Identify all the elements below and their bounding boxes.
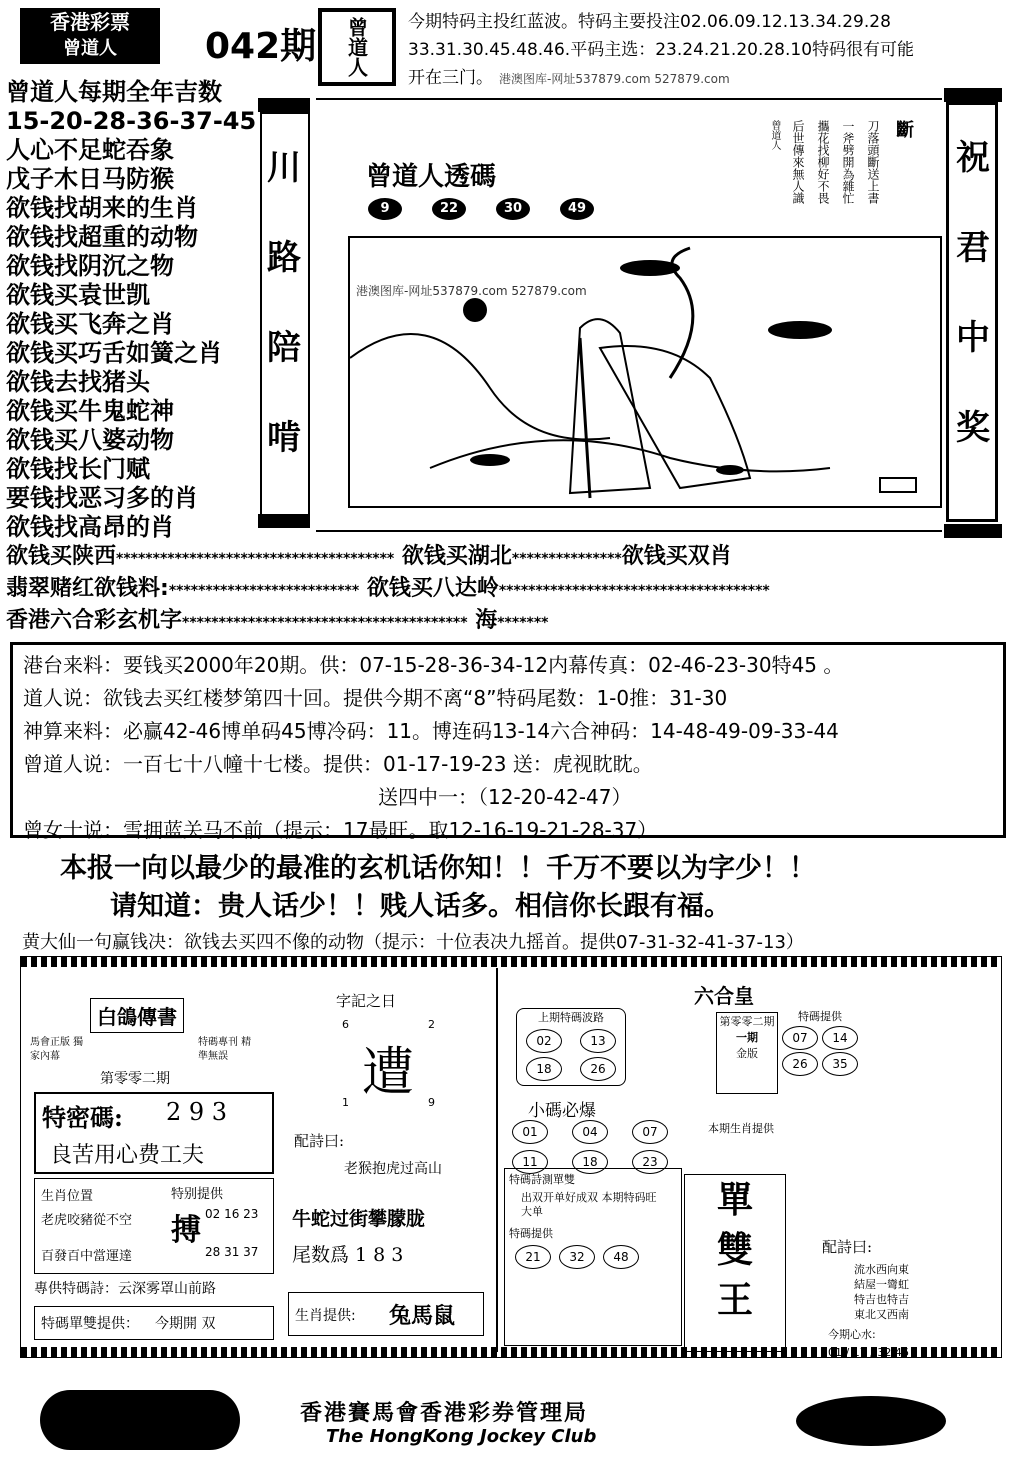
info-line: 送四中一：（12-20-42-47） [378,785,632,809]
bm-big-char: 遭 [362,1043,415,1103]
intro-line2: 33.31.30.45.48.46.平码主选：23.24.21.20.28.10特码很有可能 [408,40,915,60]
pos-box [34,1178,274,1274]
mid-stars: ************************************** [116,551,395,567]
tema-value: 2 9 3 [166,1098,228,1126]
mid-stars: ******* [497,615,549,631]
mid-text: 翡翠赌红欲钱料: [6,576,169,601]
small-num: 18 [572,1150,608,1174]
logo-line1: 香港彩票 [50,10,130,34]
top-logo [20,8,160,64]
scroll-left [258,98,310,528]
jinqi: 今期心水: [828,1328,876,1341]
small-num: 07 [632,1120,668,1144]
slogan-1: 本报一向以最少的最准的玄机话你知！！千万不要以为字少！！ [60,853,816,884]
issue-number: 042期 [205,26,317,67]
pos-text: 老虎咬豬從不空 [41,1213,133,1228]
poem-title: 斷 [893,120,914,138]
bm-title: 字記之日 [336,992,397,1010]
wave-num: 26 [580,1057,616,1081]
small-num: 04 [572,1120,608,1144]
bm-poem-label: 配詩曰: [294,1132,345,1150]
bl-side-left: 馬會正版 獨家內幕 [30,1037,84,1062]
zodiac-value: 兔馬鼠 [389,1303,456,1329]
intro-text [408,8,1008,93]
peishi-label: 配詩曰: [822,1238,873,1256]
scroll-char: 川 [267,148,301,188]
peishi-line: 東北又西南 [854,1308,909,1321]
scroll-char: 君 [956,228,990,268]
left-line: 欲钱买八婆动物 [6,426,174,454]
painting-title: 曾道人透碼 [366,162,497,192]
left-column [6,78,256,542]
scroll-char: 中 [956,318,990,358]
mid-text: 欲钱买湖北 [401,544,512,569]
mid-stars: *************** [511,551,622,567]
painting-watermark: 港澳图库-网址537879.com 527879.com [356,284,587,298]
tema2-num: 21 [515,1245,551,1269]
dan-label: 特碼單雙提供： [41,1316,139,1332]
mid-text: 欲钱买双肖 [621,544,732,569]
pos-label: 生肖位置 [41,1189,94,1204]
left-line: 欲钱买巧舌如簧之肖 [6,339,222,367]
scroll-right [944,88,1002,538]
lucky-numbers: 15-20-28-36-37-45 [6,107,257,135]
bl-period: 第零零二期 [100,1071,170,1087]
small-num: 01 [512,1120,548,1144]
poem-col: 攜花找柳好不畏 [816,120,830,204]
ball: 49 [560,198,594,220]
tema-phrase: 良苦用心费工夫 [50,1143,205,1168]
hundred: 百發百中當運達 [41,1249,133,1264]
peishi-box [794,1170,994,1359]
ball: 9 [368,198,402,220]
special-nums: 02 16 23 [205,1207,259,1221]
br-tema-title: 特碼提供 [798,1010,842,1023]
bm-poem: 老猴抱虎过高山 [344,1161,442,1177]
bl-side-right: 特碼專刊 精準無誤 [198,1037,252,1062]
poem-col: 一斧劈開為雜忙 [841,120,855,204]
tema-num: 35 [822,1052,858,1076]
ball: 22 [432,198,466,220]
mid-lines [6,542,1006,638]
seal [318,8,396,86]
shi-title: 特碼詩測單雙 [509,1173,575,1186]
mid-stars: ************************************* [498,583,770,599]
peishi-line: 結屋一彎虹 [854,1278,909,1291]
br-golden: 金版 [736,1047,758,1060]
zodiac-box [288,1292,484,1336]
peishi-line: 流水西向東 [854,1263,909,1276]
mid-line-1 [6,542,1006,574]
br-period2: 一期 [736,1031,758,1044]
painting-area [316,98,942,532]
poem-col: 刀落頭斷送上書 [866,120,880,204]
left-line: 欲钱买飞奔之肖 [6,310,174,338]
dan-box [34,1306,274,1340]
intro-line1: 今期特码主投红蓝波。特码主要投注02.06.09.12.13.34.29.28 [408,12,891,32]
footer-right-logo [796,1396,946,1446]
mid-text: 香港六合彩玄机字 [6,608,183,633]
huang-line: 黄大仙一句赢钱决：欲钱去买四不像的动物（提示：十位表决九摇首。提供07-31-32-41-37-13） [22,932,804,953]
bm-n1: 1 [342,1096,349,1109]
dsw-box [684,1174,786,1352]
small-nums [512,1120,712,1174]
left-line: 欲钱找阴沉之物 [6,252,174,280]
bm-tail: 尾数爲 1 8 3 [292,1244,404,1266]
seal-text: 曾道人 [344,17,369,77]
ball: 30 [496,198,530,220]
logo-line2: 曾道人 [63,38,117,59]
tema-num: 26 [782,1052,818,1076]
left-line: 欲钱找长门赋 [6,455,150,483]
scroll-char: 陪 [267,328,301,368]
special-nums: 28 31 37 [205,1245,259,1259]
slogan-2: 请知道：贵人话少！！贱人话多。相信你长跟有福。 [110,891,731,922]
scroll-char: 路 [267,238,301,278]
scroll-char: 祝 [956,138,990,178]
footer-en: The HongKong Jockey Club [326,1426,597,1447]
painting-frame [348,236,942,508]
mid-text: 海 [475,608,498,633]
br-brand: 六合皇 [694,984,754,1008]
mid-line-3 [6,606,1006,638]
info-line: 曾道人说：一百七十八幢十七楼。提供：01-17-19-23 送：虎视眈眈。 [23,752,653,776]
small-num: 11 [512,1150,548,1174]
painting-balls [368,198,628,220]
special-char: 搏 [171,1213,201,1248]
poem-col: 后世傳來無人識 [791,120,805,204]
left-line: 人心不足蛇吞象 [6,136,174,164]
scroll-char: 啃 [267,418,301,458]
dsw-char: 單 [716,1179,753,1221]
bl-title: 白鴿傳書 [90,998,184,1033]
intro-line3: 开在三门。 [408,68,493,88]
info-line: 曾女士说：雪拥蓝关马不前（提示：17最旺。取12-16-19-21-28-37） [23,818,658,842]
left-line: 欲钱找胡来的生肖 [6,194,198,222]
left-line: 欲钱买牛鬼蛇神 [6,397,174,425]
shi-text: 出双开单好成双 本期特码旺大单 [521,1191,657,1218]
bl-poem: 專供特碼詩：云深雾罩山前路 [34,1281,216,1297]
left-line: 欲钱去找猪头 [6,368,150,396]
tema2-num: 48 [603,1245,639,1269]
footer-left-logo [40,1390,240,1450]
peishi-line: 特吉也特吉 [854,1293,909,1306]
dan-value: 今期開 双 [155,1316,216,1332]
br-tema-box [780,1008,860,1088]
wave-box [516,1008,626,1086]
left-title: 曾道人每期全年吉数 [6,78,222,106]
footer-cn: 香港賽馬會香港彩券管理局 [300,1400,589,1426]
left-line: 戊子木日马防猴 [6,165,174,193]
sage-illustration [350,238,940,506]
br-period: 第零零二期 [719,1015,775,1028]
tema2-num: 32 [559,1245,595,1269]
bottom-left [30,972,280,1352]
tema2: 特碼提供 [509,1227,553,1240]
bm-n6: 6 [342,1018,349,1031]
small-title: 小碼必爆 [528,1101,596,1121]
bottom-right [496,968,1000,1359]
bottom-mid [288,972,488,1352]
mid-line-2 [6,574,1006,606]
info-line: 神算来料：必赢42-46博单码45博冷码：11。博连码13-14六合神码：14-48-49-09-33-44 [23,719,839,743]
wave-num: 18 [526,1057,562,1081]
wave-title: 上期特碼波路 [538,1011,604,1024]
mid-text: 欲钱买陕西 [6,544,117,569]
info-box [10,642,1006,842]
tema-label: 特密碼: [42,1103,123,1132]
watermark: 港澳图库-网址537879.com 527879.com [499,72,730,86]
info-line: 港台来料：要钱买2000年20期。供：07-15-28-36-34-12内幕传真：02-46-23-30特45 。 [23,653,844,677]
mid-text: 欲钱买八达岭 [366,576,499,601]
bm-n9: 9 [428,1096,435,1109]
mid-stars: ************************** [168,583,360,599]
bm-n2: 2 [428,1018,435,1031]
scroll-char: 奖 [956,408,990,448]
tema-box [34,1092,274,1174]
dsw-char: 王 [716,1279,753,1321]
tema-num: 14 [822,1026,858,1050]
br-period-box [716,1012,778,1094]
poem-block [646,120,916,220]
zodiac-label: 生肖提供: [295,1308,356,1324]
left-line: 欲钱买袁世凯 [6,281,150,309]
small-num: 23 [632,1150,668,1174]
wave-num: 02 [526,1029,562,1053]
left-line: 欲钱找超重的动物 [6,223,198,251]
poem-col: 曾道人 [769,120,780,150]
dsw-char: 雙 [716,1229,753,1271]
left-line: 欲钱找高昂的肖 [6,513,174,541]
left-line: 要钱找恶习多的肖 [6,484,198,512]
info-line: 道人说：欲钱去买红楼梦第四十回。提供今期不离“8”特码尾数：1-0推：31-30 [23,686,728,710]
special-label: 特别提供 [171,1187,224,1202]
zodiac-title: 本期生肖提供 [708,1122,774,1135]
shi-box [504,1168,682,1346]
mid-stars: *************************************** [182,615,468,631]
jinqi-nums: 01 / 17 / 32 46 [828,1346,909,1359]
tema-num: 07 [782,1026,818,1050]
bm-phrase: 牛蛇过街攀朦胧 [292,1208,426,1230]
wave-num: 13 [580,1029,616,1053]
